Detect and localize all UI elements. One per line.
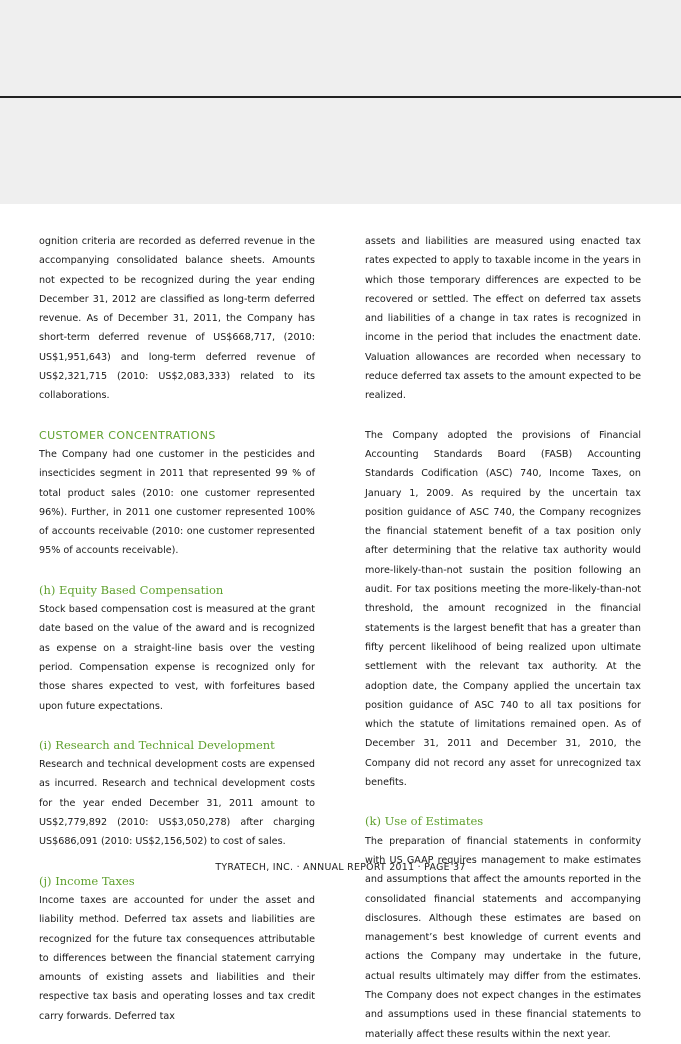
spacer — [39, 716, 315, 736]
use-of-estimates-heading: (k) Use of Estimates — [365, 814, 484, 829]
spacer — [39, 561, 315, 581]
spacer — [365, 406, 641, 426]
fasb-paragraph: The Company adopted the provisions of Financial Accounting Standards Board (FASB) Accounting Standards Codification (ASC) 740, Income Taxes, on January 1, 2009. As required by the uncertain tax position guidance of ASC 740, the Company recognizes the financial statement benefit of a tax position only after determining that the relative tax authority would more-likely-than-not sustain the position following an audit. For tax positions meeting the more-likely-than-not threshold, the amount recognized in the financial statements is the largest benefit that has a greater than fifty percent likelihood of being realized upon ultimate settlement with the relevant tax authority. At the adoption date, the Company applied the uncertain tax position guidance of ASC 740 to all tax positions for which the statute of limitations remained open. As of December 31, 2011 and December 31, 2010, the Company did not record any asset for unrecognized tax benefits. — [365, 429, 641, 789]
intro-paragraph: ognition criteria are recorded as deferred revenue in the accompanying consolidated balance sheets. Amounts not expected to be recognized during the year ending December 31, 2012 are classified as long-term deferred revenue. As of December 31, 2011, the Company has short-term deferred revenue of US$668,717, (2010: US$1,951,643) and long-term deferred revenue of US$2,321,715 (2010: US$2,083,333) related to its collaborations. — [39, 236, 315, 402]
income-taxes-continued-paragraph: assets and liabilities are measured using enacted tax rates expected to apply to taxable income in the years in which those temporary differences are expected to be recovered or settled. The effect on deferred tax assets and liabilities of a change in tax rates is recognized in income in the period that includes the enactment date. Valuation allowances are recorded when necessary to reduce deferred tax assets to the amount expected to be realized. — [365, 236, 641, 402]
research-development-paragraph: Research and technical development costs are expensed as incurred. Research and technical development costs for the year ended December 31, 2011 amount to US$2,779,892 (2010: US$3,050,278) after charging US$686,091 (2010: US$2,156,502) to cost of sales. — [39, 759, 315, 848]
spacer — [365, 792, 641, 812]
right-column — [365, 232, 641, 1044]
page-footer: TYRATECH, INC. · ANNUAL REPORT 2011 · PAGE 37 — [215, 862, 466, 873]
research-development-heading: (i) Research and Technical Development — [39, 737, 275, 752]
left-column — [39, 232, 315, 1026]
header-rule — [0, 96, 681, 98]
equity-compensation-heading: (h) Equity Based Compensation — [39, 582, 224, 597]
use-of-estimates-paragraph: The preparation of financial statements in conformity with US GAAP requires management to make estimates and assumptions that affect the amounts reported in the consolidated financial statements and accompanying disclosures. Although these estimates are based on management’s best knowledge of current events and actions the Company may undertake in the future, actual results ultimately may differ from the estimates. The Company does not expect changes in the estimates and assumptions used in these financial statements to materially affect these results within the next year. — [365, 835, 641, 1040]
customer-concentrations-paragraph: The Company had one customer in the pesticides and insecticides segment in 2011 that represented 99 % of total product sales (2010: one customer represented 96%). Further, in 2011 one customer represented 100% of accounts receivable (2010: one customer represented 95% of accounts receivable). — [39, 448, 315, 557]
income-taxes-paragraph: Income taxes are accounted for under the asset and liability method. Deferred tax assets and liabilities are recognized for the future tax consequences attributable to differences between the financial statement carrying amounts of existing assets and liabilities and their respective tax basis and operating losses and tax credit carry forwards. Deferred tax — [39, 894, 315, 1022]
equity-compensation-paragraph: Stock based compensation cost is measured at the grant date based on the value of the award and is recognized as expense on a straight-line basis over the vesting period. Compensation expense is recognized only for those shares expected to vest, with forfeitures based upon future expectations. — [39, 604, 315, 712]
customer-concentrations-heading: CUSTOMER CONCENTRATIONS — [39, 428, 216, 442]
header-band — [0, 0, 681, 204]
spacer — [39, 406, 315, 426]
income-taxes-heading: (j) Income Taxes — [39, 873, 135, 888]
